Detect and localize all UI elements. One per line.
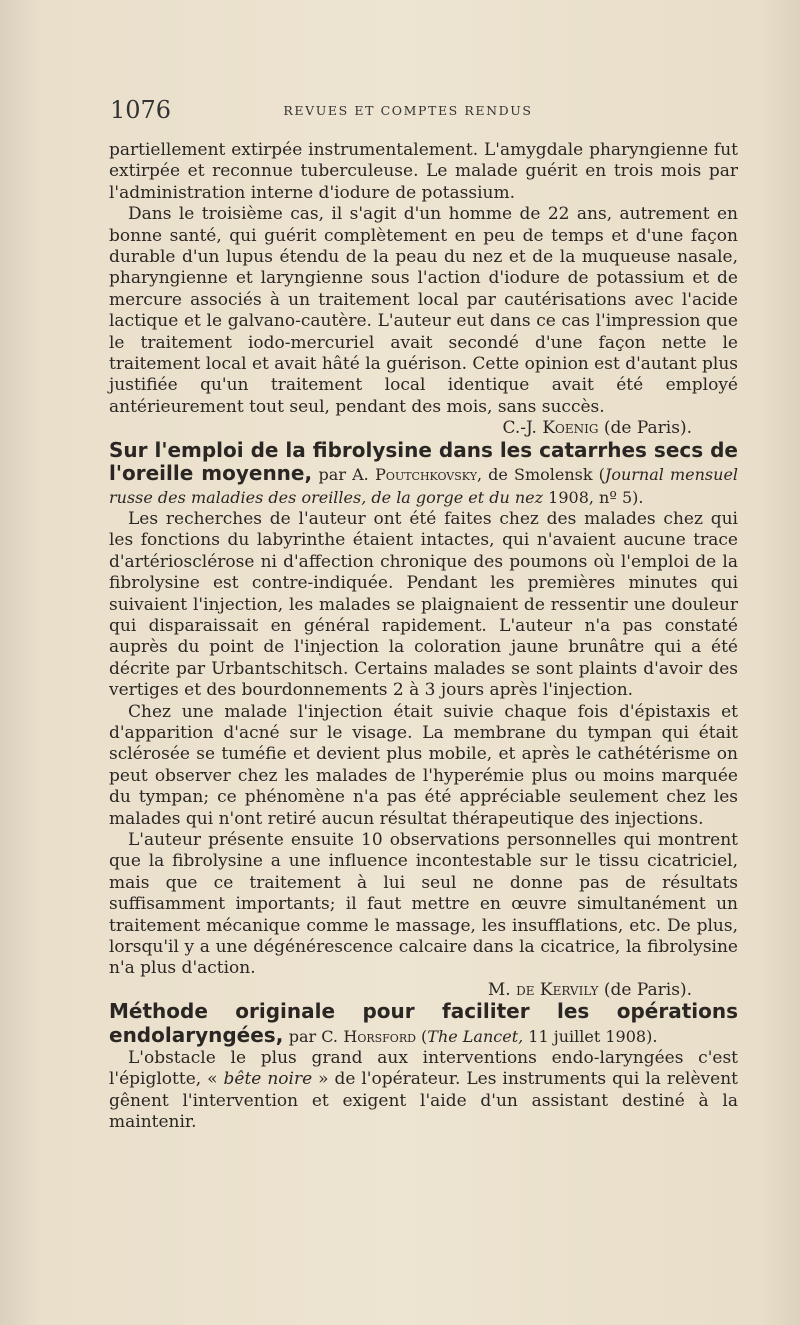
- article-heading: [109, 437, 739, 509]
- paragraph: [109, 1048, 738, 1134]
- signature-initials: M.: [487, 979, 511, 1000]
- page-body: [109, 140, 738, 1134]
- article-heading: [109, 1001, 738, 1048]
- signature-name: de Kervily: [516, 979, 599, 1000]
- signature-initials: C.-J.: [502, 418, 537, 439]
- page-header: [110, 96, 706, 126]
- article-by: par A.: [318, 465, 369, 485]
- article-by: par C.: [288, 1026, 338, 1046]
- signature: [109, 418, 738, 439]
- article-location: , de Smolensk (: [476, 465, 605, 485]
- article-date: 11 juillet 1908).: [523, 1026, 658, 1046]
- article-open: (: [415, 1026, 428, 1046]
- paragraph: partiellement extirpée instrumentalement. L'amygdale pharyngienne fut extirpée et reconnue tuberculeuse. Le malade guérit en trois mois par l'administration interne d'iodure de potassium.: [109, 140, 738, 203]
- article-journal: The Lancet,: [427, 1026, 524, 1046]
- article-author: Horsford: [343, 1026, 416, 1046]
- paragraph-italic: bête noire: [223, 1069, 313, 1090]
- signature-name: Koenig: [542, 418, 599, 439]
- paragraph: L'auteur présente ensuite 10 observations personnelles qui montrent que la fibrolysine a une influence incontestable sur le tissu cicatriciel, mais que ce traitement à lui seul ne donne pas de résultats suffisamment importants; il faut mettre en œuvre simultanément un traitement mécanique comme le massage, les insufflations, etc. De plus, lorsqu'il y a une dégénérescence calcaire dans la cicatrice, la fibrolysine n'a plus d'action.: [109, 830, 738, 979]
- paragraph: Chez une malade l'injection était suivie chaque fois d'épistaxis et d'apparition d'acné sur le visage. La membrane du tympan qui était sclérosée se tuméfie et devient plus mobile, et après le cathétérisme on peut observer chez les malades de l'hyperémie plus ou moins marquée du tympan; ce phénomène n'a pas été appréciable seulement chez les malades qui n'ont retiré aucun résultat thérapeutique des injections.: [109, 701, 738, 829]
- paragraph: Dans le troisième cas, il s'agit d'un homme de 22 ans, autrement en bonne santé, qui guérit complètement en peu de temps et d'une façon durable d'un lupus étendu de la peau du nez et de la muqueuse nasale, pharyngienne et laryngienne sous l'action d'iodure de potassium et de mercure associés à un traitement local par cautérisations avec l'acide lactique et le galvano-cautère. L'auteur eut dans ce cas l'impression que le traitement iodo-mercuriel avait secondé d'une façon nette le traitement local et avait hâté la guérison. Cette opinion est d'autant plus justifiée qu'un traitement local identique avait été employé antérieurement tout seul, pendant des mois, sans succès.: [109, 204, 738, 417]
- running-head: REVUES ET COMPTES RENDUS: [283, 103, 533, 118]
- article-title: Sur l'emploi de la fibrolysine dans les catarrhes secs de l'oreille moyenne,: [109, 437, 738, 486]
- article-journal: Journal mensuel russe des maladies des oreilles, de la gorge et du nez: [109, 465, 739, 507]
- paragraph-text: » de l'opérateur. Les instruments qui la relèvent gênent l'intervention et exigent l'aide d'un assistant destiné à la maintenir.: [109, 1069, 738, 1133]
- signature-place: (de Paris).: [603, 418, 692, 439]
- paragraph-text: L'obstacle le plus grand aux interventions endo-laryngées c'est l'épiglotte, «: [109, 1048, 738, 1090]
- signature: [109, 980, 738, 1001]
- page-number: 1076: [110, 96, 172, 124]
- article-author: Poutchkovsky: [375, 465, 477, 485]
- article-date: 1908, nº 5).: [543, 487, 644, 507]
- signature-place: (de Paris).: [603, 979, 692, 1000]
- article-title: Méthode originale pour faciliter les opérations endolaryngées,: [109, 999, 738, 1047]
- paragraph: Les recherches de l'auteur ont été faites chez des malades chez qui les fonctions du labyrinthe étaient intactes, qui n'avaient aucune trace d'artériosclérose ni d'affection chronique des poumons où l'emploi de la fibrolysine est contre-indiquée. Pendant les premières minutes qui suivaient l'injection, les malades se plaignaient de ressentir une douleur qui disparaissait en général rapidement. L'auteur n'a pas constaté auprès du point de l'injection la coloration jaune brunâtre qui a été décrite par Urbantschitsch. Certains malades se sont plaints d'avoir des vertiges et des bourdonnements 2 à 3 jours après l'injection.: [109, 508, 738, 701]
